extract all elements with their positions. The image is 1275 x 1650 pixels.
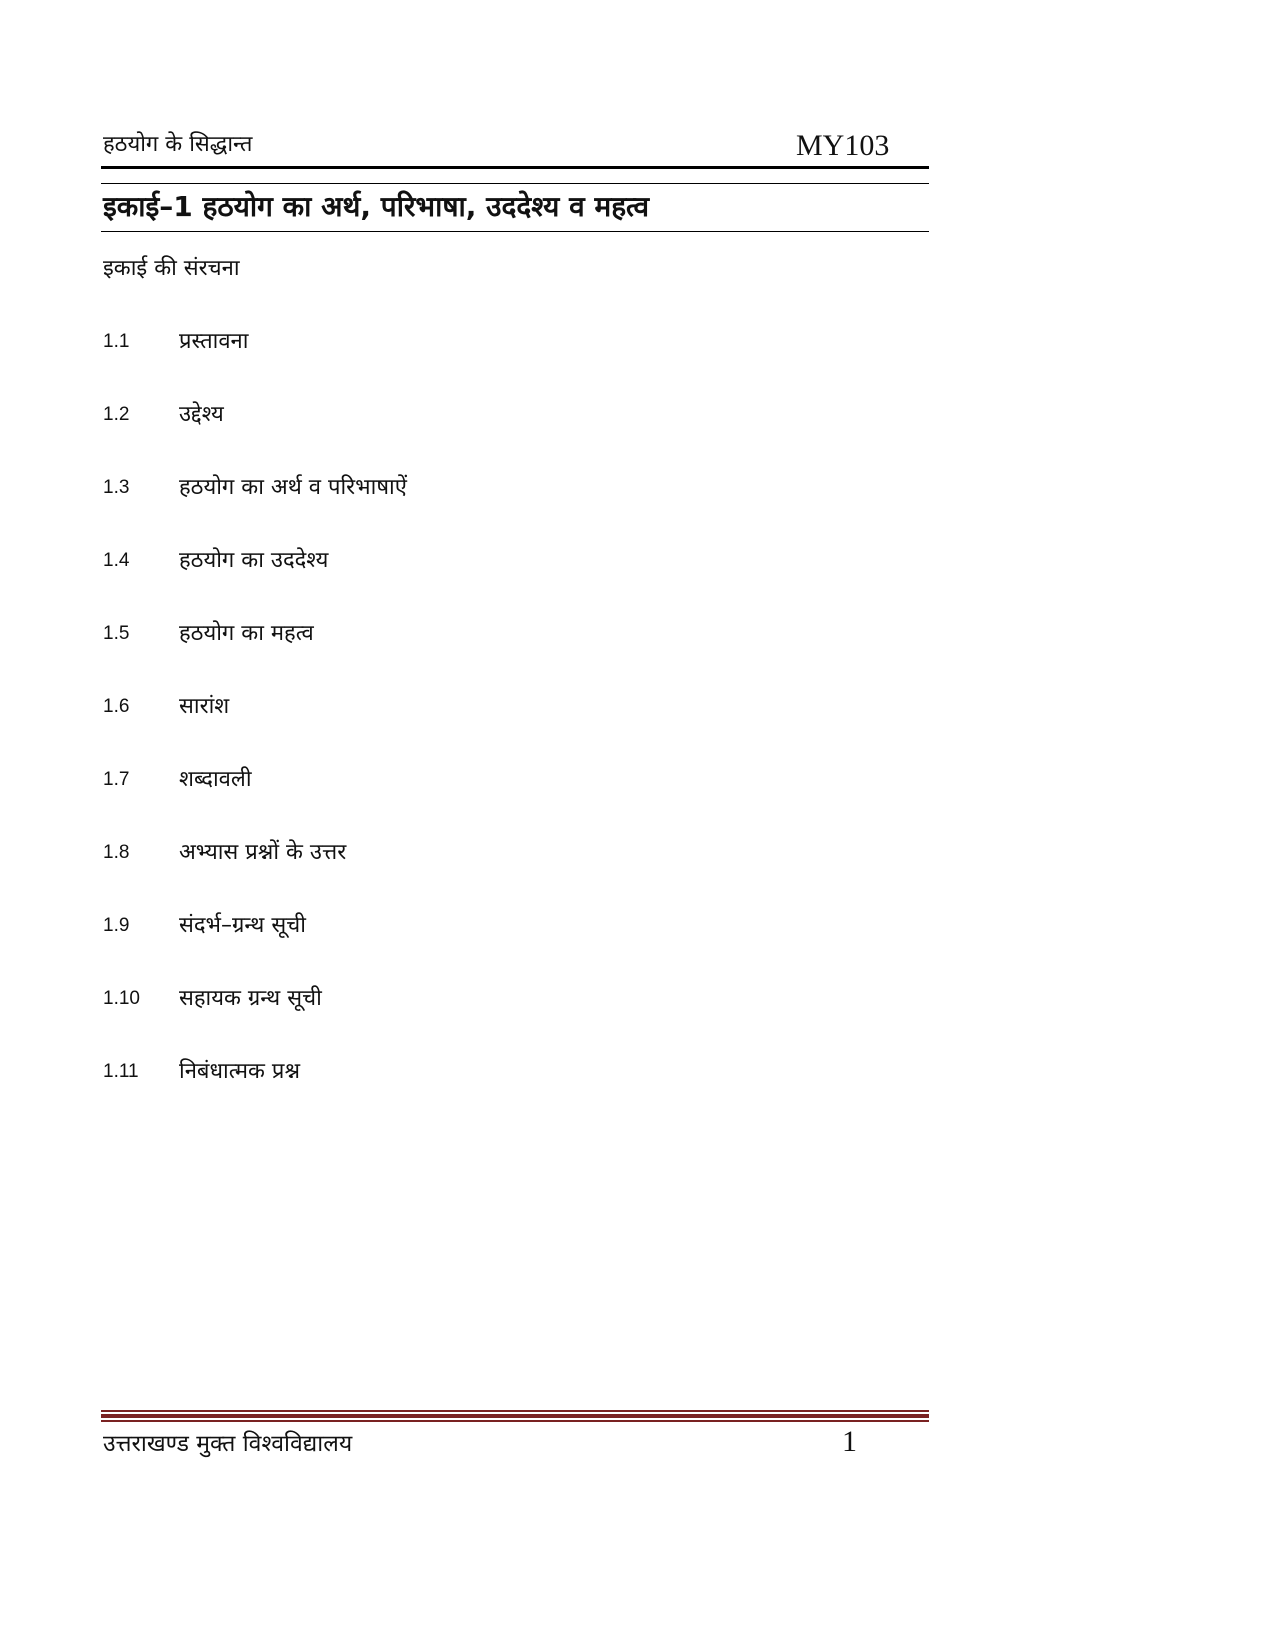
toc-item-text: प्रस्तावना bbox=[179, 329, 249, 354]
toc-item-text: सारांश bbox=[179, 694, 230, 719]
toc-item-number: 1.2 bbox=[103, 404, 130, 425]
toc-item-text: निबंधात्मक प्रश्न bbox=[179, 1059, 300, 1084]
toc-item bbox=[103, 473, 407, 546]
toc-item-number: 1.6 bbox=[103, 696, 130, 717]
toc-item-number: 1.9 bbox=[103, 915, 130, 936]
toc-item-text: सहायक ग्रन्थ सूची bbox=[179, 986, 322, 1011]
toc-item-number: 1.5 bbox=[103, 623, 130, 644]
toc-item-text: उद्देश्य bbox=[179, 402, 224, 427]
toc-item-text: संदर्भ–ग्रन्थ सूची bbox=[179, 913, 306, 938]
title-rule bbox=[101, 231, 929, 232]
toc-item-number: 1.8 bbox=[103, 842, 130, 863]
course-title: हठयोग के सिद्धान्त bbox=[103, 132, 253, 157]
footer-rule-line bbox=[101, 1410, 929, 1412]
structure-heading: इकाई की संरचना bbox=[103, 256, 240, 281]
toc-item-text: हठयोग का महत्व bbox=[179, 621, 314, 646]
toc-item-text: अभ्यास प्रश्नों के उत्तर bbox=[179, 840, 347, 865]
header-rule-thick bbox=[101, 166, 929, 169]
toc-item bbox=[103, 911, 407, 984]
toc-item bbox=[103, 838, 407, 911]
page-number: 1 bbox=[842, 1425, 857, 1458]
toc-item bbox=[103, 546, 407, 619]
toc-item-text: हठयोग का उददेश्य bbox=[179, 548, 329, 573]
toc-item-text: हठयोग का अर्थ व परिभाषाऐं bbox=[179, 475, 407, 500]
footer-rule-line bbox=[101, 1414, 929, 1418]
university-name: उत्तराखण्ड मुक्त विश्वविद्यालय bbox=[103, 1431, 353, 1457]
course-code: MY103 bbox=[796, 129, 890, 162]
toc-item bbox=[103, 327, 407, 400]
toc-item-number: 1.11 bbox=[103, 1061, 139, 1082]
table-of-contents bbox=[103, 327, 407, 1130]
toc-item bbox=[103, 765, 407, 838]
toc-item-number: 1.10 bbox=[103, 988, 140, 1009]
header-rule-thin bbox=[101, 183, 929, 184]
toc-item bbox=[103, 1057, 407, 1130]
toc-item bbox=[103, 619, 407, 692]
toc-item-text: शब्दावली bbox=[179, 767, 252, 792]
unit-title: इकाई–1 हठयोग का अर्थ, परिभाषा, उददेश्य व महत्व bbox=[103, 190, 650, 223]
toc-item bbox=[103, 984, 407, 1057]
toc-item bbox=[103, 692, 407, 765]
toc-item-number: 1.3 bbox=[103, 477, 130, 498]
toc-item bbox=[103, 400, 407, 473]
toc-item-number: 1.4 bbox=[103, 550, 130, 571]
toc-item-number: 1.1 bbox=[103, 331, 130, 352]
footer-rule-line bbox=[101, 1420, 929, 1422]
footer-rule bbox=[101, 1410, 929, 1422]
toc-item-number: 1.7 bbox=[103, 769, 130, 790]
